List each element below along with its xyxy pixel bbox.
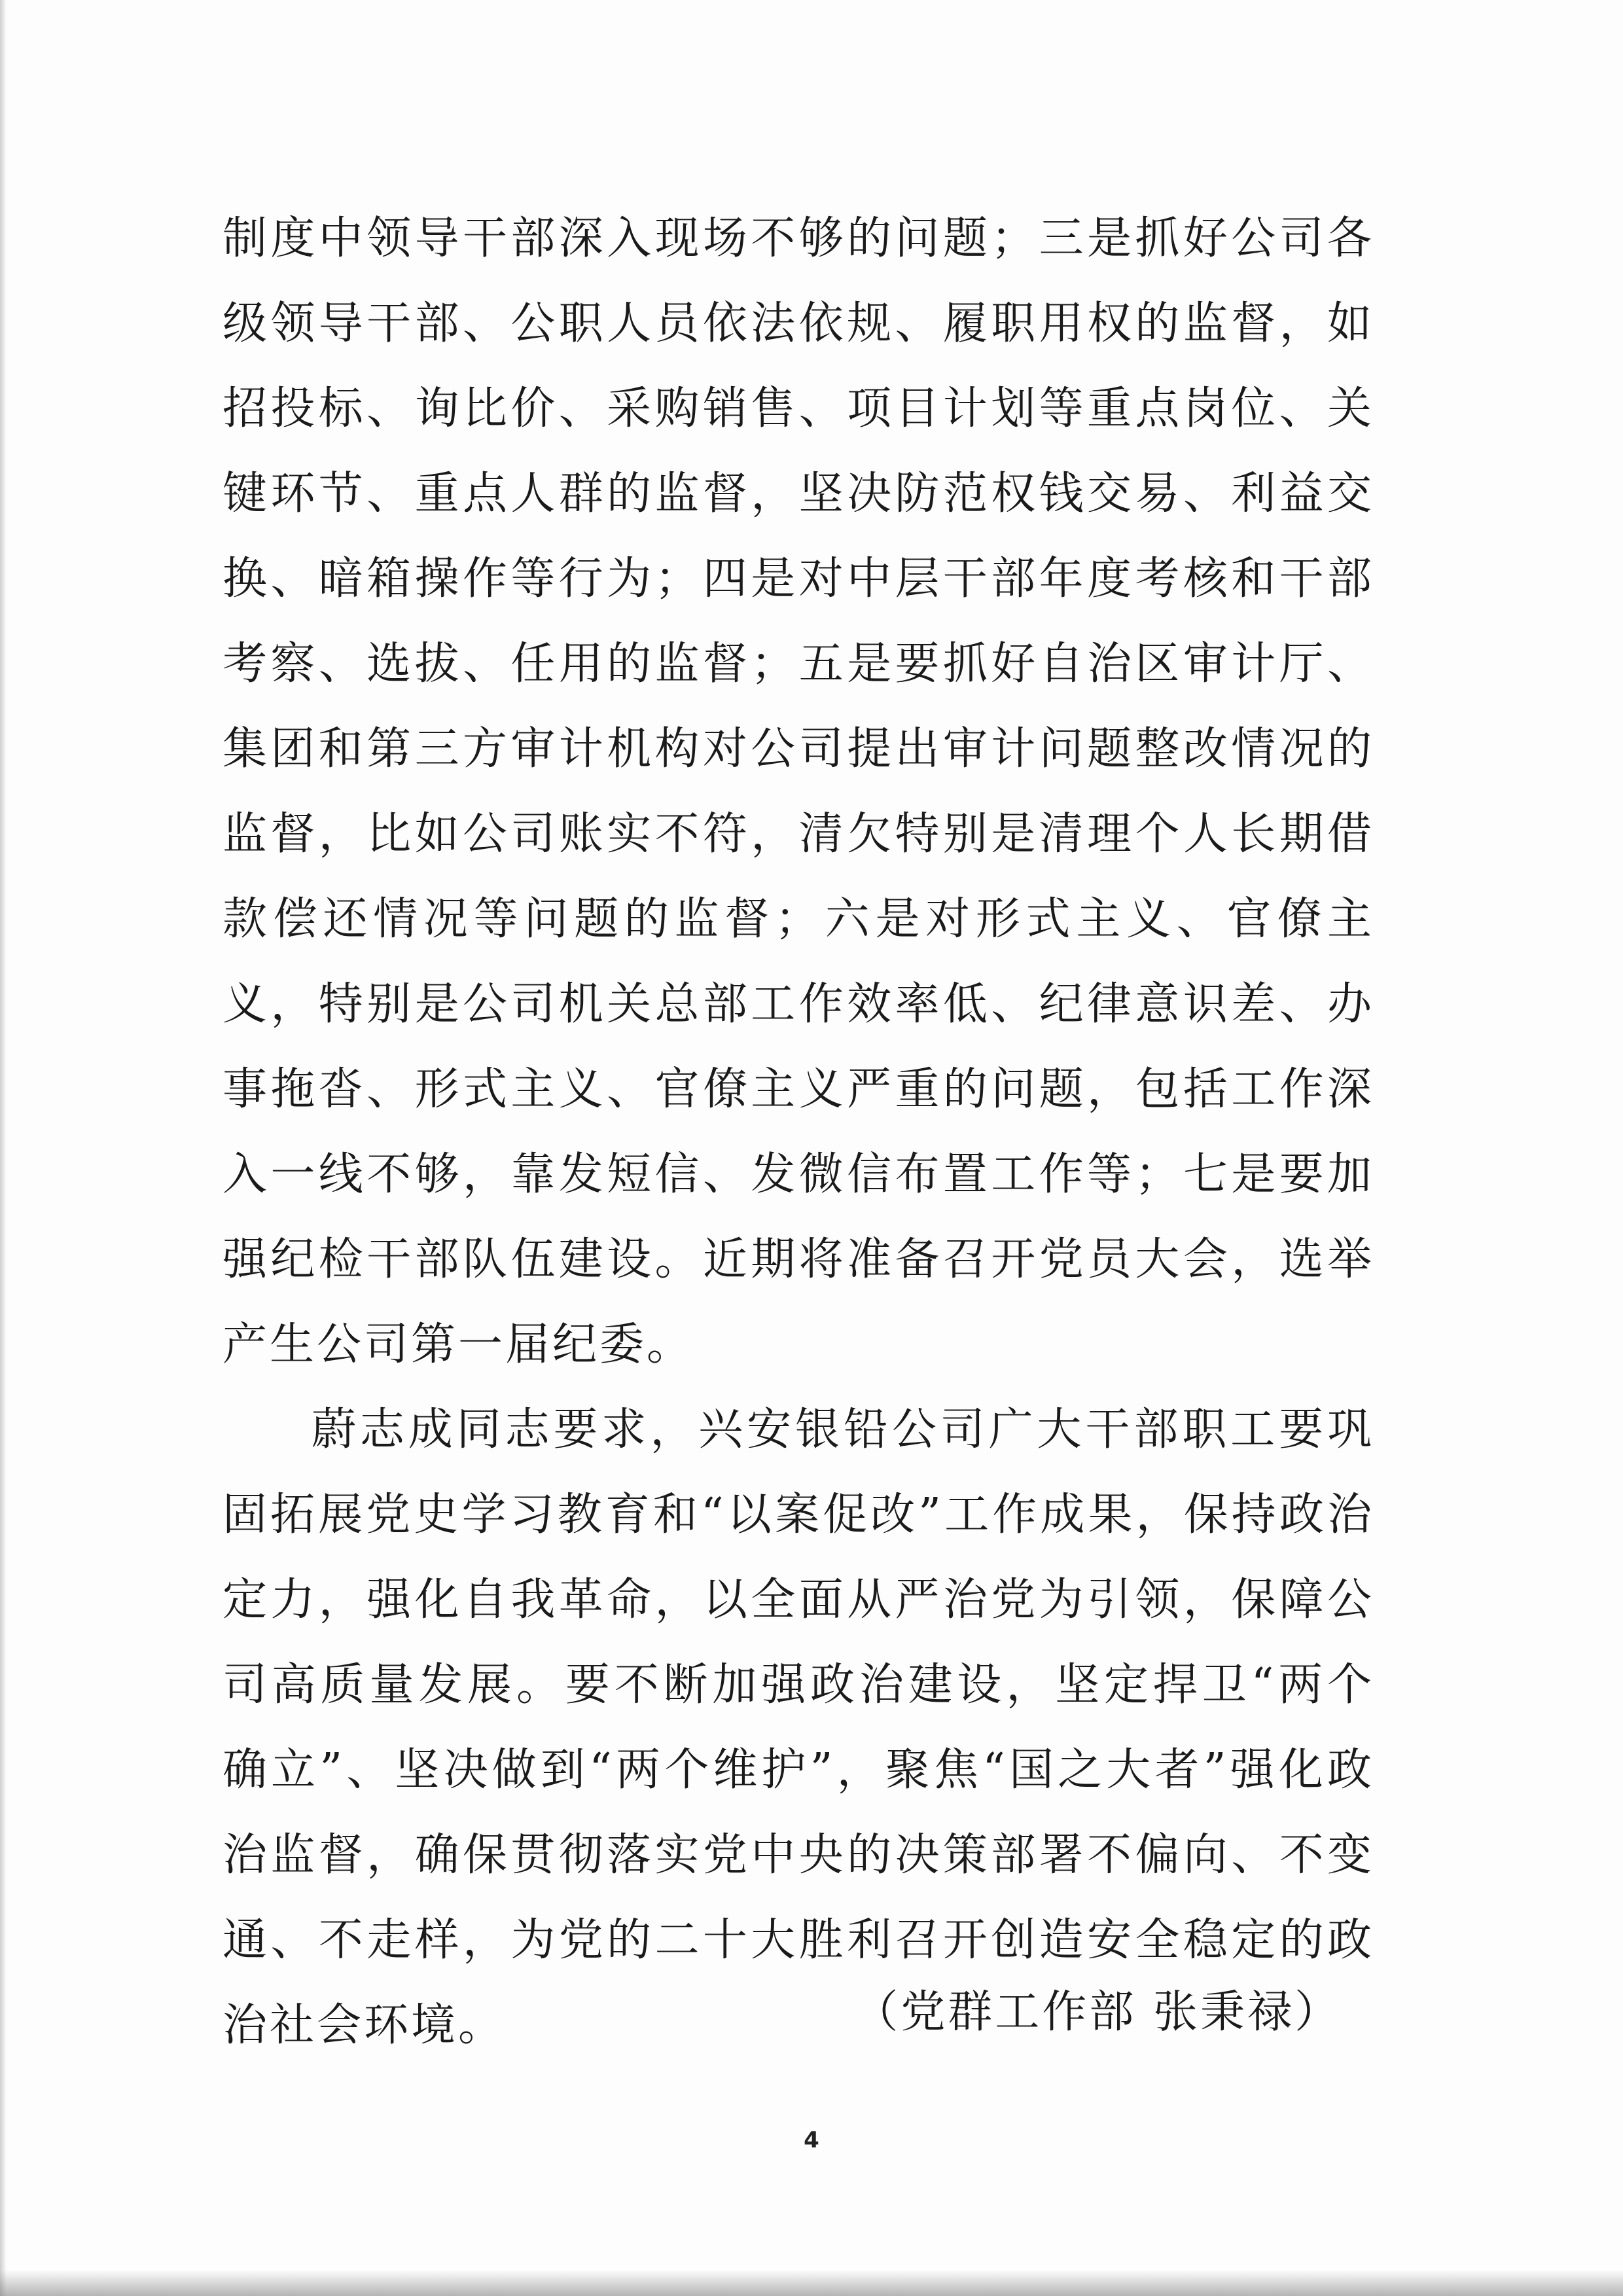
paragraph-requirements: 蔚志成同志要求，兴安银铅公司广大干部职工要巩固拓展党史学习教育和“以案促改”工作成果，保持政治定力，强化自我革命，以全面从严治党为引领，保障公司高质量发展。要不断加强政治建设，坚定捍卫“两个确立”、坚决做到“两个维护”，聚焦“国之大者”强化政治监督，确保贯彻落实党中央的决策部署不偏向、不变通、不走样，为党的二十大胜利召开创造安全稳定的政治社会环境。: [223, 1404, 1374, 2051]
page-number: 4: [804, 2127, 819, 2153]
author-signature: （党群工作部 张秉禄）: [853, 1986, 1342, 2038]
scan-bottom-edge: [0, 2270, 1623, 2296]
scan-left-edge: [0, 0, 7, 2296]
paragraph-continued: 制度中领导干部深入现场不够的问题；三是抓好公司各级领导干部、公职人员依法依规、履职用权的监督，如招投标、询比价、采购销售、项目计划等重点岗位、关键环节、重点人群的监督，坚决防范权钱交易、利益交换、暗箱操作等行为；四是对中层干部年度考核和干部考察、选拔、任用的监督；五是要抓好自治区审计厅、集团和第三方审计机构对公司提出审计问题整改情况的监督，比如公司账实不符，清欠特别是清理个人长期借款偿还情况等问题的监督；六是对形式主义、官僚主义，特别是公司机关总部工作效率低、纪律意识差、办事拖沓、形式主义、官僚主义严重的问题，包括工作深入一线不够，靠发短信、发微信布置工作等；七是要加强纪检干部队伍建设。近期将准备召开党员大会，选举产生公司第一届纪委。: [223, 213, 1374, 1371]
document-body: [223, 196, 1374, 2068]
